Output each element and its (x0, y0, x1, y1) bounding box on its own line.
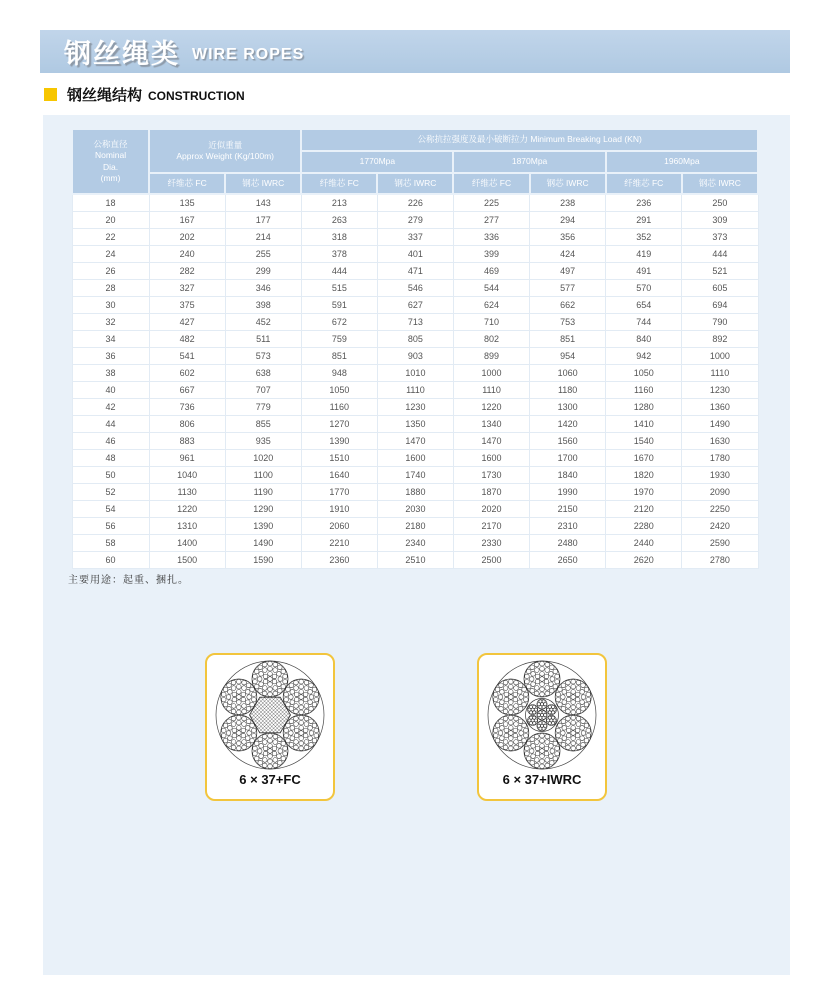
value-cell: 515 (301, 280, 377, 297)
diagram-card-fc (205, 653, 335, 801)
value-cell: 214 (225, 229, 301, 246)
value-cell: 903 (377, 348, 453, 365)
value-cell: 143 (225, 194, 301, 212)
value-cell: 1880 (377, 484, 453, 501)
value-cell: 1060 (530, 365, 606, 382)
value-cell: 2180 (377, 518, 453, 535)
value-cell: 375 (149, 297, 225, 314)
value-cell: 1220 (149, 501, 225, 518)
value-cell: 238 (530, 194, 606, 212)
value-cell: 1110 (453, 382, 529, 399)
dia-cell: 30 (72, 297, 149, 314)
table-row (72, 331, 758, 348)
diagram-card-iwrc (477, 653, 607, 801)
value-cell: 398 (225, 297, 301, 314)
value-cell: 427 (149, 314, 225, 331)
table-row (72, 399, 758, 416)
value-cell: 1280 (606, 399, 682, 416)
value-cell: 378 (301, 246, 377, 263)
value-cell: 337 (377, 229, 453, 246)
value-cell: 667 (149, 382, 225, 399)
value-cell: 591 (301, 297, 377, 314)
dia-cell: 34 (72, 331, 149, 348)
value-cell: 2210 (301, 535, 377, 552)
page-title-en: WIRE ROPES (192, 45, 305, 63)
header-weight-iwrc: 钢芯 IWRC (225, 173, 301, 194)
value-cell: 2440 (606, 535, 682, 552)
value-cell: 948 (301, 365, 377, 382)
value-cell: 1740 (377, 467, 453, 484)
value-cell: 779 (225, 399, 301, 416)
header-grade-1770: 1770Mpa (301, 151, 453, 173)
value-cell: 2360 (301, 552, 377, 569)
value-cell: 521 (682, 263, 758, 280)
table-row (72, 518, 758, 535)
value-cell: 1050 (301, 382, 377, 399)
dia-cell: 58 (72, 535, 149, 552)
value-cell: 736 (149, 399, 225, 416)
value-cell: 255 (225, 246, 301, 263)
value-cell: 1130 (149, 484, 225, 501)
rope-cross-section-fc (207, 658, 333, 775)
value-cell: 1230 (377, 399, 453, 416)
value-cell: 2500 (453, 552, 529, 569)
value-cell: 1840 (530, 467, 606, 484)
value-cell: 2120 (606, 501, 682, 518)
header-nominal-dia: 公称直径 Nominal Dia. (mm) (72, 129, 149, 194)
value-cell: 1340 (453, 416, 529, 433)
value-cell: 250 (682, 194, 758, 212)
value-cell: 263 (301, 212, 377, 229)
value-cell: 2020 (453, 501, 529, 518)
value-cell: 1670 (606, 450, 682, 467)
value-cell: 240 (149, 246, 225, 263)
value-cell: 1770 (301, 484, 377, 501)
value-cell: 177 (225, 212, 301, 229)
table-row (72, 194, 758, 212)
value-cell: 602 (149, 365, 225, 382)
table-row (72, 416, 758, 433)
value-cell: 2280 (606, 518, 682, 535)
header-approx-weight: 近似重量 Approx Weight (Kg/100m) (149, 129, 301, 173)
page-title-zh: 钢丝绳类 (64, 39, 180, 69)
value-cell: 1310 (149, 518, 225, 535)
value-cell: 759 (301, 331, 377, 348)
table-row (72, 246, 758, 263)
value-cell: 2510 (377, 552, 453, 569)
value-cell: 452 (225, 314, 301, 331)
table-row (72, 382, 758, 399)
value-cell: 1000 (453, 365, 529, 382)
value-cell: 654 (606, 297, 682, 314)
value-cell: 840 (606, 331, 682, 348)
value-cell: 444 (682, 246, 758, 263)
table-row (72, 365, 758, 382)
value-cell: 935 (225, 433, 301, 450)
table-row (72, 450, 758, 467)
value-cell: 577 (530, 280, 606, 297)
header-grade-1960: 1960Mpa (606, 151, 758, 173)
dia-cell: 18 (72, 194, 149, 212)
dia-cell: 26 (72, 263, 149, 280)
value-cell: 672 (301, 314, 377, 331)
value-cell: 294 (530, 212, 606, 229)
table-row (72, 297, 758, 314)
value-cell: 851 (301, 348, 377, 365)
value-cell: 570 (606, 280, 682, 297)
dia-cell: 22 (72, 229, 149, 246)
value-cell: 1590 (225, 552, 301, 569)
value-cell: 1870 (453, 484, 529, 501)
value-cell: 2590 (682, 535, 758, 552)
table-row (72, 552, 758, 569)
value-cell: 2480 (530, 535, 606, 552)
value-cell: 327 (149, 280, 225, 297)
value-cell: 1050 (606, 365, 682, 382)
header-1870-fc: 纤维芯 FC (453, 173, 529, 194)
header-1770-fc: 纤维芯 FC (301, 173, 377, 194)
value-cell: 713 (377, 314, 453, 331)
dia-cell: 54 (72, 501, 149, 518)
header-1770-iwrc: 钢芯 IWRC (377, 173, 453, 194)
table-row (72, 263, 758, 280)
dia-cell: 42 (72, 399, 149, 416)
value-cell: 482 (149, 331, 225, 348)
value-cell: 1160 (606, 382, 682, 399)
value-cell: 279 (377, 212, 453, 229)
value-cell: 282 (149, 263, 225, 280)
dia-cell: 46 (72, 433, 149, 450)
value-cell: 213 (301, 194, 377, 212)
value-cell: 1730 (453, 467, 529, 484)
value-cell: 1390 (225, 518, 301, 535)
dia-cell: 28 (72, 280, 149, 297)
diagram-label-iwrc: 6 × 37+IWRC (502, 772, 582, 787)
value-cell: 2150 (530, 501, 606, 518)
value-cell: 1970 (606, 484, 682, 501)
value-cell: 899 (453, 348, 529, 365)
value-cell: 1490 (682, 416, 758, 433)
value-cell: 1990 (530, 484, 606, 501)
section-title-zh: 钢丝绳结构 (67, 87, 143, 104)
value-cell: 1160 (301, 399, 377, 416)
value-cell: 954 (530, 348, 606, 365)
value-cell: 883 (149, 433, 225, 450)
value-cell: 1230 (682, 382, 758, 399)
value-cell: 1490 (225, 535, 301, 552)
rope-cross-section-iwrc (479, 658, 605, 775)
dia-cell: 36 (72, 348, 149, 365)
value-cell: 802 (453, 331, 529, 348)
value-cell: 1470 (377, 433, 453, 450)
dia-cell: 32 (72, 314, 149, 331)
value-cell: 961 (149, 450, 225, 467)
value-cell: 401 (377, 246, 453, 263)
value-cell: 1540 (606, 433, 682, 450)
dia-cell: 50 (72, 467, 149, 484)
diagram-label-fc: 6 × 37+FC (239, 772, 301, 787)
table-row (72, 280, 758, 297)
dia-cell: 44 (72, 416, 149, 433)
value-cell: 1410 (606, 416, 682, 433)
table-row (72, 484, 758, 501)
dia-cell: 52 (72, 484, 149, 501)
header-1870-iwrc: 钢芯 IWRC (530, 173, 606, 194)
value-cell: 167 (149, 212, 225, 229)
value-cell: 1270 (301, 416, 377, 433)
value-cell: 627 (377, 297, 453, 314)
value-cell: 541 (149, 348, 225, 365)
value-cell: 624 (453, 297, 529, 314)
value-cell: 336 (453, 229, 529, 246)
header-weight-fc: 纤维芯 FC (149, 173, 225, 194)
value-cell: 638 (225, 365, 301, 382)
value-cell: 1010 (377, 365, 453, 382)
value-cell: 1110 (377, 382, 453, 399)
value-cell: 1350 (377, 416, 453, 433)
value-cell: 318 (301, 229, 377, 246)
value-cell: 1780 (682, 450, 758, 467)
value-cell: 790 (682, 314, 758, 331)
dia-cell: 48 (72, 450, 149, 467)
dia-cell: 40 (72, 382, 149, 399)
table-row (72, 501, 758, 518)
value-cell: 942 (606, 348, 682, 365)
value-cell: 299 (225, 263, 301, 280)
value-cell: 2420 (682, 518, 758, 535)
page-title-bar (40, 30, 790, 73)
value-cell: 2060 (301, 518, 377, 535)
value-cell: 497 (530, 263, 606, 280)
value-cell: 277 (453, 212, 529, 229)
value-cell: 1360 (682, 399, 758, 416)
value-cell: 291 (606, 212, 682, 229)
value-cell: 1420 (530, 416, 606, 433)
value-cell: 356 (530, 229, 606, 246)
value-cell: 707 (225, 382, 301, 399)
value-cell: 1510 (301, 450, 377, 467)
value-cell: 1110 (682, 365, 758, 382)
value-cell: 2620 (606, 552, 682, 569)
value-cell: 202 (149, 229, 225, 246)
value-cell: 2330 (453, 535, 529, 552)
value-cell: 1290 (225, 501, 301, 518)
value-cell: 135 (149, 194, 225, 212)
table-row (72, 348, 758, 365)
dia-cell: 60 (72, 552, 149, 569)
value-cell: 2780 (682, 552, 758, 569)
value-cell: 1910 (301, 501, 377, 518)
dia-cell: 38 (72, 365, 149, 382)
value-cell: 444 (301, 263, 377, 280)
value-cell: 753 (530, 314, 606, 331)
value-cell: 744 (606, 314, 682, 331)
value-cell: 1190 (225, 484, 301, 501)
value-cell: 855 (225, 416, 301, 433)
value-cell: 2310 (530, 518, 606, 535)
value-cell: 226 (377, 194, 453, 212)
spec-table-body (72, 194, 758, 569)
value-cell: 373 (682, 229, 758, 246)
value-cell: 806 (149, 416, 225, 433)
table-row (72, 467, 758, 484)
value-cell: 1700 (530, 450, 606, 467)
value-cell: 1300 (530, 399, 606, 416)
value-cell: 710 (453, 314, 529, 331)
value-cell: 546 (377, 280, 453, 297)
usage-note: 主要用途：起重、捆扎。 (68, 575, 189, 586)
value-cell: 491 (606, 263, 682, 280)
header-1960-fc: 纤维芯 FC (606, 173, 682, 194)
value-cell: 851 (530, 331, 606, 348)
value-cell: 471 (377, 263, 453, 280)
value-cell: 2250 (682, 501, 758, 518)
value-cell: 605 (682, 280, 758, 297)
value-cell: 1020 (225, 450, 301, 467)
value-cell: 352 (606, 229, 682, 246)
dia-cell: 20 (72, 212, 149, 229)
value-cell: 1220 (453, 399, 529, 416)
value-cell: 309 (682, 212, 758, 229)
value-cell: 511 (225, 331, 301, 348)
value-cell: 2650 (530, 552, 606, 569)
header-breaking-load: 公称抗拉强度及最小破断拉力 Minimum Breaking Load (KN) (301, 129, 758, 151)
value-cell: 2030 (377, 501, 453, 518)
value-cell: 573 (225, 348, 301, 365)
value-cell: 1640 (301, 467, 377, 484)
spec-table (71, 128, 759, 569)
table-row (72, 229, 758, 246)
value-cell: 1180 (530, 382, 606, 399)
table-row (72, 535, 758, 552)
dia-cell: 24 (72, 246, 149, 263)
value-cell: 1600 (377, 450, 453, 467)
value-cell: 2170 (453, 518, 529, 535)
value-cell: 892 (682, 331, 758, 348)
value-cell: 424 (530, 246, 606, 263)
table-row (72, 433, 758, 450)
value-cell: 1930 (682, 467, 758, 484)
value-cell: 662 (530, 297, 606, 314)
value-cell: 1470 (453, 433, 529, 450)
section-title-en: CONSTRUCTION (148, 88, 245, 103)
value-cell: 805 (377, 331, 453, 348)
value-cell: 694 (682, 297, 758, 314)
value-cell: 1390 (301, 433, 377, 450)
value-cell: 2090 (682, 484, 758, 501)
section-bullet-icon (44, 88, 57, 101)
value-cell: 1600 (453, 450, 529, 467)
value-cell: 2340 (377, 535, 453, 552)
value-cell: 1400 (149, 535, 225, 552)
value-cell: 346 (225, 280, 301, 297)
content-panel (43, 115, 790, 975)
dia-cell: 56 (72, 518, 149, 535)
section-heading (44, 84, 245, 105)
value-cell: 419 (606, 246, 682, 263)
value-cell: 1630 (682, 433, 758, 450)
value-cell: 1040 (149, 467, 225, 484)
header-1960-iwrc: 钢芯 IWRC (682, 173, 758, 194)
value-cell: 469 (453, 263, 529, 280)
value-cell: 1100 (225, 467, 301, 484)
value-cell: 1500 (149, 552, 225, 569)
value-cell: 1820 (606, 467, 682, 484)
header-grade-1870: 1870Mpa (453, 151, 605, 173)
value-cell: 1560 (530, 433, 606, 450)
value-cell: 225 (453, 194, 529, 212)
value-cell: 236 (606, 194, 682, 212)
table-row (72, 212, 758, 229)
value-cell: 399 (453, 246, 529, 263)
value-cell: 544 (453, 280, 529, 297)
value-cell: 1000 (682, 348, 758, 365)
table-row (72, 314, 758, 331)
spec-table-head (72, 129, 758, 194)
